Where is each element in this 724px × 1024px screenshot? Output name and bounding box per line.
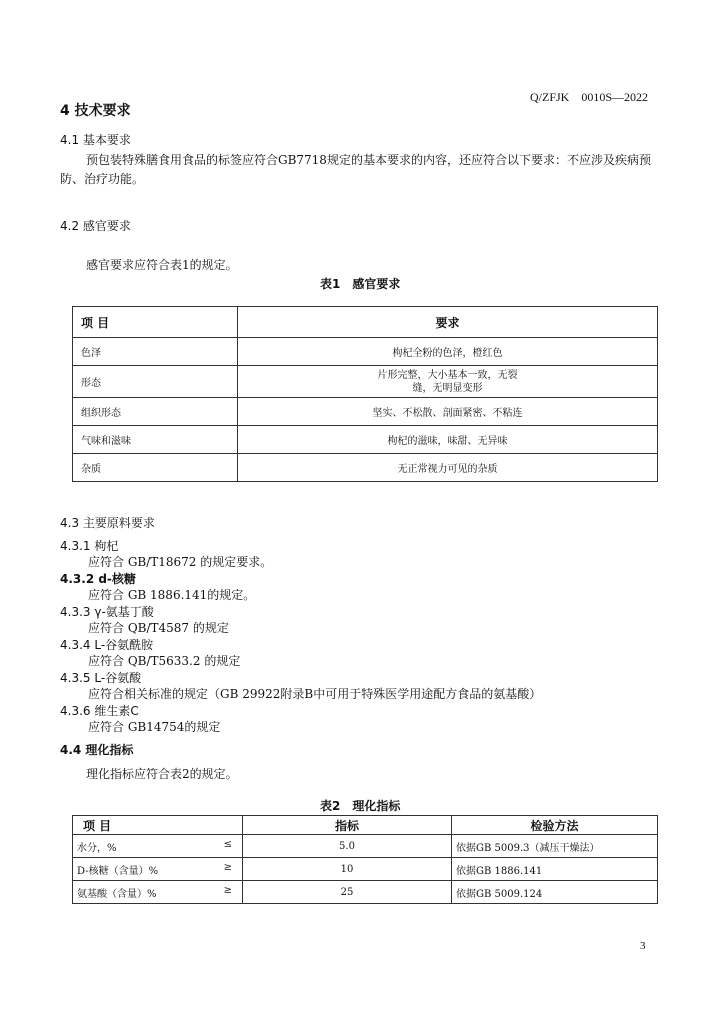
- row-method: 依据GB 5009.3（减压干燥法）: [452, 835, 658, 858]
- item-4-3-6-text: 应符合 GB14754的规定: [88, 720, 221, 734]
- table-row: [73, 858, 658, 881]
- header-requirement: 要求: [238, 307, 658, 338]
- row-item: [73, 881, 243, 904]
- item-4-3-1-title: 4.3.1 枸杞: [60, 539, 119, 553]
- item-4-3-4-text: 应符合 QB/T5633.2 的规定: [88, 654, 241, 668]
- item-4-3-2-text: 应符合 GB 1886.141的规定。: [88, 588, 256, 602]
- row-requirement: 无正常视力可见的杂质: [238, 454, 658, 482]
- item-4-3-4-title: 4.3.4 L-谷氨酰胺: [60, 638, 154, 652]
- row-item: [73, 858, 243, 881]
- document-code: Q/ZFJK 0010S—2022: [530, 90, 649, 104]
- row-requirement: 枸杞的滋味，味甜、无异味: [238, 426, 658, 454]
- header-item: 项 目: [73, 307, 238, 338]
- table-row: [73, 835, 658, 858]
- table-header-row: [73, 816, 658, 835]
- operator: ≤: [223, 838, 232, 850]
- table-row: [73, 454, 658, 482]
- row-item: 气味和滋味: [73, 426, 238, 454]
- table-1-caption: 表1 感官要求: [320, 277, 401, 291]
- header-item: 项 目: [73, 816, 243, 835]
- row-item: 色泽: [73, 338, 238, 366]
- item-4-3-3-title: 4.3.3 γ-氨基丁酸: [60, 605, 154, 619]
- table-row: [73, 426, 658, 454]
- section-4-title: 4 技术要求: [60, 103, 131, 119]
- row-method: 依据GB 5009.124: [452, 881, 658, 904]
- row-requirement: 坚实、不松散、剖面紧密、不粘连: [238, 398, 658, 426]
- table-row: [73, 338, 658, 366]
- header-indicator: 指标: [243, 816, 452, 835]
- item-4-3-6-title: 4.3.6 维生素C: [60, 704, 139, 718]
- item-label: 氨基酸（含量）%: [77, 888, 157, 900]
- section-4-1-text: 预包装特殊膳食用食品的标签应符合GB7718规定的基本要求的内容，还应符合以下要求：不应涉及疾病预防、治疗功能。: [60, 153, 651, 186]
- table-2-caption: 表2 理化指标: [320, 799, 401, 813]
- table-row: [73, 881, 658, 904]
- row-value: 25: [243, 881, 452, 904]
- page-number: 3: [640, 940, 646, 952]
- section-4-2-text: 感官要求应符合表1的规定。: [86, 258, 238, 272]
- row-value: 5.0: [243, 835, 452, 858]
- table-row: [73, 366, 658, 398]
- item-label: 水分，%: [77, 842, 117, 854]
- section-4-4-text: 理化指标应符合表2的规定。: [86, 767, 238, 781]
- row-requirement: [238, 366, 658, 398]
- item-4-3-5-title: 4.3.5 L-谷氨酸: [60, 671, 142, 685]
- row-item: 形态: [73, 366, 238, 398]
- requirement-line: 缝，无明显变形: [412, 382, 483, 394]
- table-row: [73, 398, 658, 426]
- header-test-method: 检验方法: [452, 816, 658, 835]
- operator: ≥: [223, 861, 232, 873]
- item-4-3-5-text: 应符合相关标准的规定（GB 29922附录B中可用于特殊医学用途配方食品的氨基酸）: [88, 687, 542, 701]
- section-4-3-title: 4.3 主要原料要求: [60, 516, 155, 530]
- row-method: 依据GB 1886.141: [452, 858, 658, 881]
- table-header-row: [73, 307, 658, 338]
- section-4-1-title: 4.1 基本要求: [60, 133, 131, 147]
- row-item: [73, 835, 243, 858]
- item-4-3-3-text: 应符合 QB/T4587 的规定: [88, 621, 229, 635]
- section-4-2-title: 4.2 感官要求: [60, 219, 131, 233]
- item-4-3-2-title: 4.3.2 d-核糖: [60, 572, 136, 586]
- row-item: 组织形态: [73, 398, 238, 426]
- row-requirement: 枸杞全粉的色泽，橙红色: [238, 338, 658, 366]
- operator: ≥: [223, 884, 232, 896]
- row-value: 10: [243, 858, 452, 881]
- physicochemical-table: [72, 815, 658, 904]
- requirement-line: 片形完整，大小基本一致，无裂: [377, 369, 518, 381]
- section-4-4-title: 4.4 理化指标: [60, 743, 134, 757]
- sensory-requirements-table: [72, 306, 658, 482]
- row-item: 杂质: [73, 454, 238, 482]
- item-label: D-核糖（含量）%: [77, 865, 159, 877]
- item-4-3-1-text: 应符合 GB/T18672 的规定要求。: [88, 555, 273, 569]
